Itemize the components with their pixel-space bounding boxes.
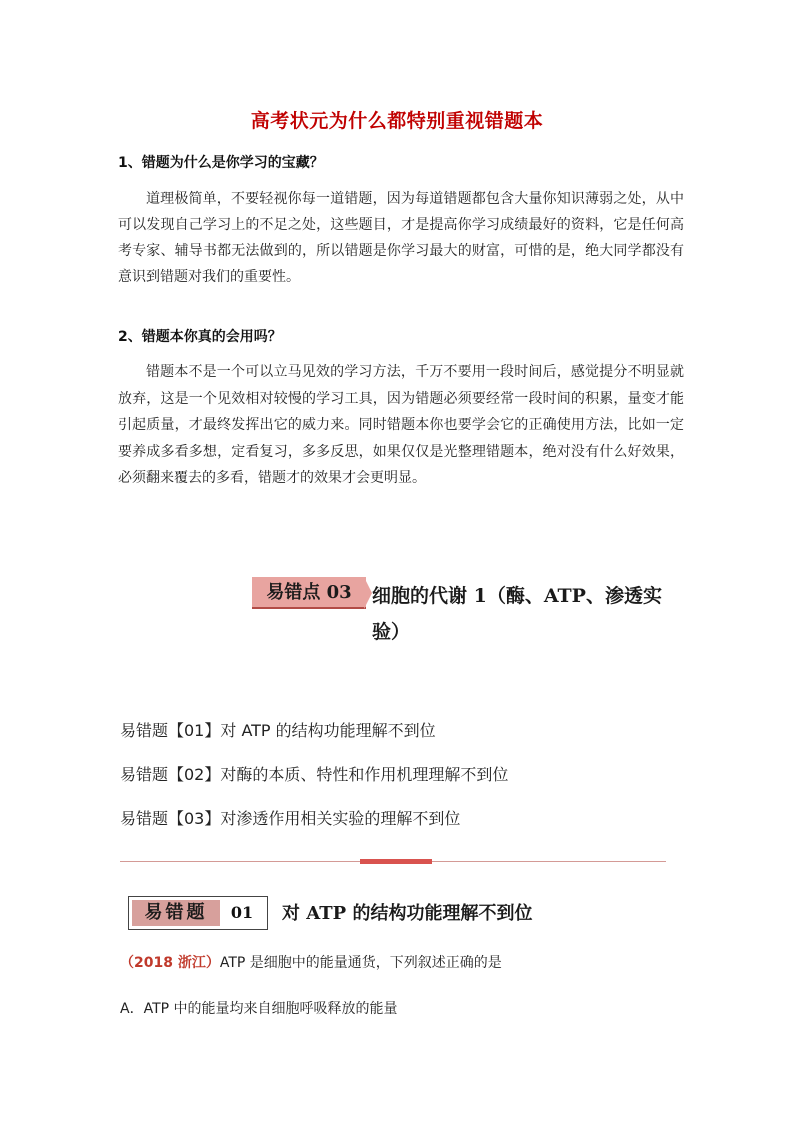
- section-1-paragraph: 道理极简单，不要轻视你每一道错题，因为每道错题都包含大量你知识薄弱之处，从中可以发现自己学习上的不足之处，这些题目，才是提高你学习成绩最好的资料，它是任何高考专家、辅导书都无法做到的，所以错题是你学习最大的财富，可惜的是，绝大同学都没有意识到错题对我们的重要性。: [118, 191, 684, 285]
- doc-title: 高考状元为什么都特别重视错题本: [250, 110, 544, 132]
- topic-number: 01: [220, 900, 264, 926]
- section-2-paragraph: 错题本不是一个可以立马见效的学习方法，千万不要用一段时间后，感觉提分不明显就放弃，这是一个见效相对较慢的学习工具，因为错题必须要经常一段时间的积累，量变才能引起质量，才最终发挥出它的威力来。同时错题本你也要学会它的正确使用方法，比如一定要养成多看多想，定看复习，多多反思，如果仅仅是光整理错题本，绝对没有什么好效果，必须翻来覆去的多看，错题才的效果才会更明显。: [118, 364, 684, 486]
- question-text: ATP 是细胞中的能量通货，下列叙述正确的是: [219, 955, 502, 971]
- topic-label: 易错题: [132, 900, 220, 926]
- question-source: （2018 浙江）: [120, 955, 220, 971]
- question-option-a: A．ATP 中的能量均来自细胞呼吸释放的能量: [120, 1001, 398, 1017]
- section-1-heading: 1、错题为什么是你学习的宝藏？: [118, 155, 324, 171]
- divider-accent: [360, 859, 432, 864]
- banner-title: 细胞的代谢 1（酶、ATP、渗透实验）: [372, 585, 662, 643]
- question-stem: [120, 952, 502, 972]
- error-list-item-03: 易错题【03】对渗透作用相关实验的理解不到位: [120, 809, 461, 828]
- topic-title: 对 ATP 的结构功能理解不到位: [282, 903, 533, 924]
- banner-label: 易错点 03: [266, 582, 352, 603]
- error-list-item-01: 易错题【01】对 ATP 的结构功能理解不到位: [120, 721, 436, 740]
- error-list-item-02: 易错题【02】对酶的本质、特性和作用机理理解不到位: [120, 765, 509, 784]
- topic-header-box: [128, 896, 268, 930]
- section-2-heading: 2、错题本你真的会用吗？: [118, 329, 282, 345]
